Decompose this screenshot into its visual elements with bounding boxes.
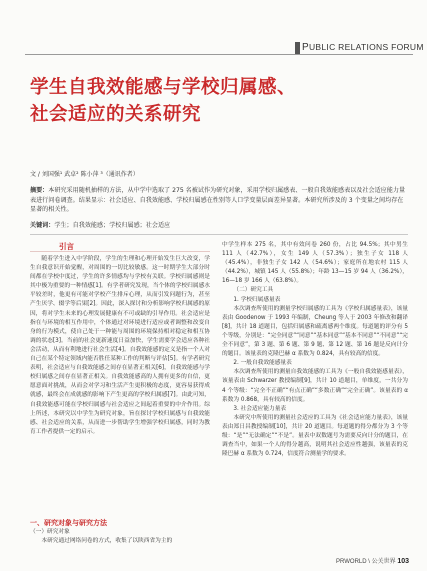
abstract-text: 本研究采用随机抽样的方法，从中学中选取了 275 名被试作为研究对象，采用学校归属感表、一般自我效能感表以及社会适应能力量表进行问卷调查。结果显示：社会适应、自我效能感、学校归属感在性别等人口学变量层面差异显著。本研究所涉及的 3 个变量之间均存在显著的相关性。: [30, 187, 406, 213]
keywords-label: 关键词：: [30, 222, 55, 229]
abstract-divider: [30, 234, 408, 235]
intro-heading: 引言: [59, 242, 74, 251]
keywords-text: 学生；自我效能感；学校归属感；社会适应: [54, 222, 171, 229]
intro-underline: [30, 251, 210, 252]
abstract: [30, 186, 408, 215]
article-title-line2: 社会适应的关系研究: [30, 104, 202, 125]
footer-magazine: PRWORLD: [336, 559, 367, 565]
footer-magazine-cn: 公关世界: [371, 559, 396, 565]
page-number: 103: [397, 558, 409, 565]
article-title-line1: 学生自我效能感与学校归属感、: [30, 77, 297, 98]
footer-separator: \: [368, 559, 370, 565]
tool2-heading: 2. 一般自我效能感量表: [233, 360, 292, 367]
tool3-paragraph: 本研究中所使用的测量社会适应的工具为《社会适应能力量表》，该量表由郑日昌教授编制[10]，共计 20 道题目。每道题的得分都分为 3 个等级：“是”“无法确定”“不是”。量表中双数题号为需要反向计分的题目，在调查当中，如果一个人的得分越高，说明其社会适应性越强，该量表的克隆巴赫 α 系数为 0.724，信度符合测量学的要求。: [222, 414, 408, 458]
method-paragraph: 本研究通过网络问卷的方式，收集了以陕西省为主的: [41, 538, 173, 545]
method-subheading: （一）研究对象: [30, 529, 70, 536]
section-label: [302, 42, 424, 53]
section-initial: P: [302, 42, 309, 53]
left-column: [30, 255, 210, 437]
tools-subheading: （二）研究工具: [233, 287, 274, 294]
right-column: [222, 241, 408, 459]
sample-paragraph: 中学生样本 275 名，其中有效问卷 260 份，占比 94.5%；其中男生 111 人（42.7%），女生 149 人（57.3%）；独生子女 118 人（45.4%），非独生子女 142 人（54.6%）；家庭所在地农村 115 人（44.2%），城镇 145 人（55.8%）；年龄 13—15 岁 94 人（36.2%），16—18 岁 166 人（63.8%）。: [222, 242, 408, 285]
intro-paragraph: 随着学生进入中学阶段，学生的生理和心理开始发生巨大改变，学生自我意识开始觉醒，对周围的一切比较敏感。这一时期学生大部分时间都在学校中度过，学生的许多情感均与学校有关联。学校归属感则是其中极为重要的一种情感[1]。有学者研究发现，当个体的学校归属感水平较差时，他更有可能对学校产生排斥心理，从而引发问题行为，甚至产生厌学、辍学等后果[2]。因此，深入探讨和分析影响学校归属感的原因，将对学生未来的心理发展健康有不可或缺的引导作用。社会适应是指在与环境的相互作用中，个体通过对环境进行适应或者调整和改变自身的行为模式，使自己处于一种能与周围的环境保持相对稳定和相互协调的状态[3]。当前的社会更新速度日益加快，学生需要学会适应各种社会活动，从而有利地进行社会生活[4]。自我效能感的定义是指一个人对自己在某个特定领域内能否胜任某种工作的判断与评估[5]。有学者研究表明，社会适应与自我效能感之间存在显著正相关[6]，自我效能感与学校归属感之间存在显著正相关。自我效能感高的人拥有更多的自信，更愿意面对挑战，从而会对学习和生活产生更积极的态度，更容易获得成就感，最终会在成就感的影响下产生更高的学校归属感[7]。由此可知，自我效能感可能在学校归属感与社会适应之间起着重要的中介作用。综上所述，本研究以中学生为研究对象，旨在探讨学校归属感与自我效能感、社会适应的关系，从而进一步帮助学生增强学校归属感，同时为教育工作者提供一定的启示。: [30, 256, 210, 435]
abstract-label: 摘要：: [30, 187, 49, 194]
method-block: [30, 519, 210, 546]
keywords: [30, 220, 170, 229]
method-heading: 一、研究对象与研究方法: [30, 519, 107, 527]
article-authors: 文 / 刘国强¹ 武卓² 陈小萍 ³（通讯作者）: [30, 171, 139, 178]
tool1-paragraph: 本次调查所使用的测量学校归属感的工具为《学校归属感量表》，该量表由 Goodenow 于 1993 年编制，Cheung 等人于 2003 年修改和翻译[8]，共计 18 道题目，包括归属感和疏离感两个维度。每道题的评分有 5 个等级，分别是：“完全同意”“同意”“基本同意”“基本不同意”“不同意”“完全不同意”，第 3 题、第 6 题、第 9 题、第 12 题、第 16 题是反向计分的题目。该量表的克隆巴赫 α 系数为 0.824，具有较高的信度。: [222, 305, 408, 358]
page-footer: [336, 556, 409, 565]
header-rule: [25, 54, 413, 55]
tool1-heading: 1. 学校归属感量表: [233, 296, 281, 303]
section-rest: UBLIC RELATIONS FORUM: [308, 42, 424, 52]
tool2-paragraph: 本次调查所使用的测量自我效能感的工具为《一般自我效能感量表》，该量表由 Schwarzer 教授编制[9]，共计 10 道题目，单维度，一共分为 4 个等级：“完全不正确”“有点正确”“多数正确”“完全正确”。该量表的 α 系数为 0.868，具有较高的信度。: [222, 369, 408, 403]
tool3-heading: 3. 社会适应能力量表: [233, 405, 287, 412]
